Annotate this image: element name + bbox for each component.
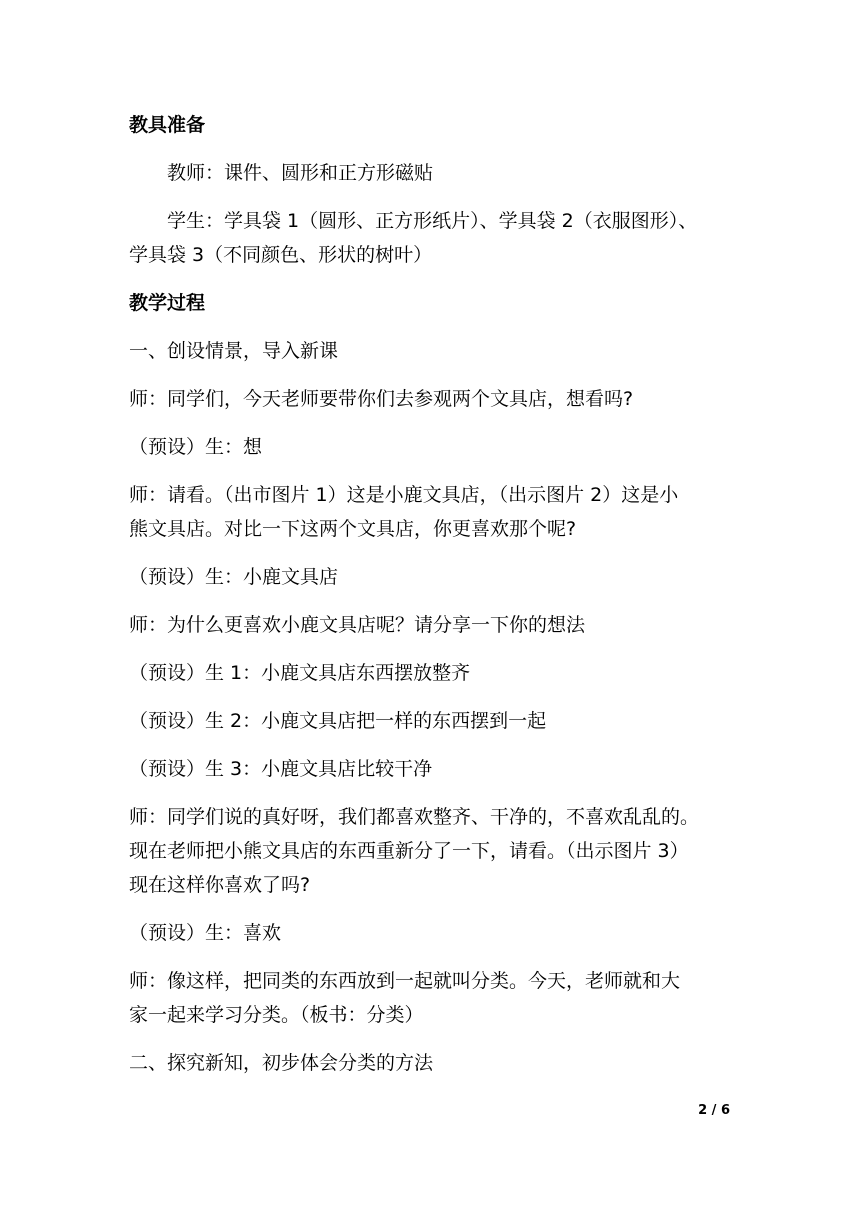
- dialogue-line: 师：同学们，今天老师要带你们去参观两个文具店，想看吗?: [129, 388, 634, 410]
- dialogue-line: 熊文具店。对比一下这两个文具店，你更喜欢那个呢?: [129, 518, 577, 540]
- dialogue-paragraph: [129, 560, 749, 594]
- dialogue-line: （预设）生 2：小鹿文具店把一样的东西摆到一起: [129, 710, 547, 732]
- teacher-materials-paragraph: [129, 156, 749, 190]
- dialogue-line: （预设）生：喜欢: [129, 922, 282, 944]
- dialogue-paragraph: [129, 430, 749, 464]
- dialogue-paragraph: [129, 478, 749, 546]
- student-materials-paragraph: [129, 204, 749, 272]
- dialogue-line: 师：像这样，把同类的东西放到一起就叫分类。今天，老师就和大: [129, 970, 681, 992]
- section-tools-heading-block: [129, 108, 749, 142]
- dialogue-line: 现在这样你喜欢了吗?: [129, 874, 311, 896]
- dialogue-line: （预设）生 1：小鹿文具店东西摆放整齐: [129, 662, 471, 684]
- dialogue-paragraph: [129, 656, 749, 690]
- dialogue-line: 师：同学们说的真好呀，我们都喜欢整齐、干净的，不喜欢乱乱的。: [129, 806, 700, 828]
- student-materials-line-2: 学具袋 3（不同颜色、形状的树叶）: [129, 244, 433, 266]
- dialogue-line: 现在老师把小熊文具店的东西重新分了一下，请看。（出示图片 3）: [129, 840, 689, 862]
- student-materials-line-1: 学生：学具袋 1（圆形、正方形纸片）、学具袋 2（衣服图形）、: [167, 210, 698, 232]
- part2-title-block: [129, 1046, 749, 1080]
- dialogue-paragraph: [129, 382, 749, 416]
- section-process-heading-block: [129, 286, 749, 320]
- dialogue-paragraph: [129, 608, 749, 642]
- page-number: 2 / 6: [698, 1103, 730, 1118]
- page-content: [129, 108, 749, 1094]
- section-heading-process: 教学过程: [129, 292, 206, 314]
- dialogue-line: （预设）生 3：小鹿文具店比较干净: [129, 758, 433, 780]
- teacher-materials-line: 教师：课件、圆形和正方形磁贴: [167, 162, 434, 184]
- dialogue-paragraph: [129, 916, 749, 950]
- dialogue-line: 师：为什么更喜欢小鹿文具店呢？请分享一下你的想法: [129, 614, 586, 636]
- part1-title-block: [129, 334, 749, 368]
- dialogue-paragraph: [129, 704, 749, 738]
- dialogue-paragraph: [129, 752, 749, 786]
- dialogue-paragraph: [129, 964, 749, 1032]
- part2-title: 二、探究新知，初步体会分类的方法: [129, 1052, 434, 1074]
- dialogue-line: （预设）生：想: [129, 436, 263, 458]
- dialogue-paragraph: [129, 800, 749, 902]
- section-heading-tools: 教具准备: [129, 114, 206, 136]
- dialogue-line: 师：请看。（出市图片 1）这是小鹿文具店，（出示图片 2）这是小: [129, 484, 679, 506]
- dialogue-line: （预设）生：小鹿文具店: [129, 566, 339, 588]
- dialogue-line: 家一起来学习分类。（板书：分类）: [129, 1004, 424, 1026]
- part1-title: 一、创设情景，导入新课: [129, 340, 339, 362]
